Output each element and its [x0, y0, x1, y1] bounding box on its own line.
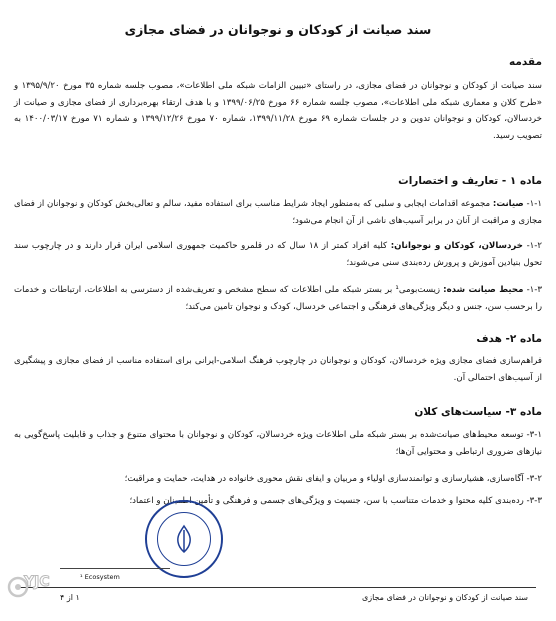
page-number: ۱ از ۴ [60, 593, 80, 602]
article3-heading: ماده ۳- سیاست‌های کلان [414, 406, 542, 418]
item-number: ۱-۲- [526, 241, 543, 251]
footnote-divider [60, 568, 170, 569]
item-number: ۱-۱- [526, 199, 542, 209]
item-term: محیط صیانت شده: [443, 285, 524, 295]
item-number: ۳-۲- [526, 474, 542, 484]
item-number: ۳-۳- [526, 496, 542, 506]
definition-item-3 [14, 282, 542, 315]
emblem-icon [171, 524, 197, 554]
document-title: سند صیانت از کودکان و نوجوانان در فضای مجازی [124, 22, 432, 37]
item-text: کلیه افراد کمتر از ۱۸ سال که در قلمرو حاکمیت جمهوری اسلامی ایران قرار دارند و در چارچوب سند تحول بنیادین آموزش و پرورش رده‌بندی سنی می‌شوند؛ [14, 241, 542, 268]
definition-item-1 [14, 196, 542, 229]
item-text: مجموعه اقدامات ایجابی و سلبی که به‌منظور ایجاد شرایط مناسب برای استفاده مفید، سالم و تعالی‌بخش کودکان و نوجوانان از فضای مجازی و مراقبت از آنان در برابر آسیب‌های ناشی از آن انجام می‌شود؛ [14, 199, 542, 226]
policy-item-3 [14, 493, 542, 510]
official-seal [145, 500, 223, 578]
footer-document-name: سند صیانت از کودکان و نوجوانان در فضای مجازی [361, 593, 528, 602]
item-number: ۱-۳- [526, 285, 543, 295]
policy-item-2 [14, 471, 542, 488]
article2-heading: ماده ۲- هدف [476, 333, 542, 345]
intro-heading: مقدمه [509, 56, 542, 68]
item-text: توسعه محیط‌های صیانت‌شده بر بستر شبکه ملی اطلاعات ویژه خردسالان، کودکان و نوجوانان با محتوای متنوع و جذاب و قابلیت پاسخ‌گویی به نیازهای ضروری ارتباطی و محتوایی آن‌ها؛ [14, 430, 542, 457]
item-text: زیست‌بومی¹ بر بستر شبکه ملی اطلاعات که سطح مشخص و تعریف‌شده از دسترسی به اطلاعات، ارتباطات و خدمات را برحسب سن، جنس و دیگر ویژگی‌های فرهنگی و اجتماعی خردسال، کودک و نوجوان تامین می‌کند؛ [14, 285, 542, 312]
item-text: آگاه‌سازی، هشیارسازی و توانمندسازی اولیاء و مربیان و ایفای نقش محوری خانواده در هدایت، حمایت و مراقبت؛ [124, 474, 527, 484]
footnote: ¹ Ecosystem [80, 573, 120, 581]
policy-item-1 [14, 427, 542, 460]
watermark-text: YJC [24, 574, 50, 590]
item-term: صیانت: [492, 199, 524, 209]
footer-divider [20, 587, 536, 588]
intro-paragraph: سند صیانت از کودکان و نوجوانان در فضای مجازی، در راستای «تبیین الزامات شبکه ملی اطلاعات»، مصوب جلسه شماره ۳۵ مورخ ۱۳۹۵/۹/۲۰ و «طرح کلان و معماری شبکه ملی اطلاعات»، مصوب جلسه شماره ۶۶ مورخ ۱۳۹۹/۰۶/۲۵ و با هدف ارتقاء بهره‌برداری از فضای مجازی و صیانت از خردسالان، کودکان و نوجوانان تدوین و در جلسات شماره ۶۹ مورخ ۱۳۹۹/۱۱/۲۸، شماره ۷۰ مورخ ۱۳۹۹/۱۲/۲۶ و شماره ۷۱ مورخ ۱۴۰۰/۰۳/۱۷ به تصویب رسید. [14, 81, 542, 141]
definition-item-2 [14, 238, 542, 271]
item-text: رده‌بندی کلیه محتوا و خدمات متناسب با سن، جنسیت و ویژگی‌های جسمی و فرهنگی و تأمین اطمینان و اعتماد؛ [129, 496, 527, 506]
item-number: ۳-۱- [526, 430, 542, 440]
article1-heading: ماده ۱ - تعاریف و اختصارات [398, 175, 542, 187]
article2-paragraph: فراهم‌سازی فضای مجازی ویژه خردسالان، کودکان و نوجوانان در چارچوب فرهنگ اسلامی-ایرانی برای استفاده مناسب از فضای مجازی و پیشگیری از آسیب‌های احتمالی آن. [14, 356, 542, 383]
item-term: خردسالان، کودکان و نوجوانان: [390, 241, 523, 251]
